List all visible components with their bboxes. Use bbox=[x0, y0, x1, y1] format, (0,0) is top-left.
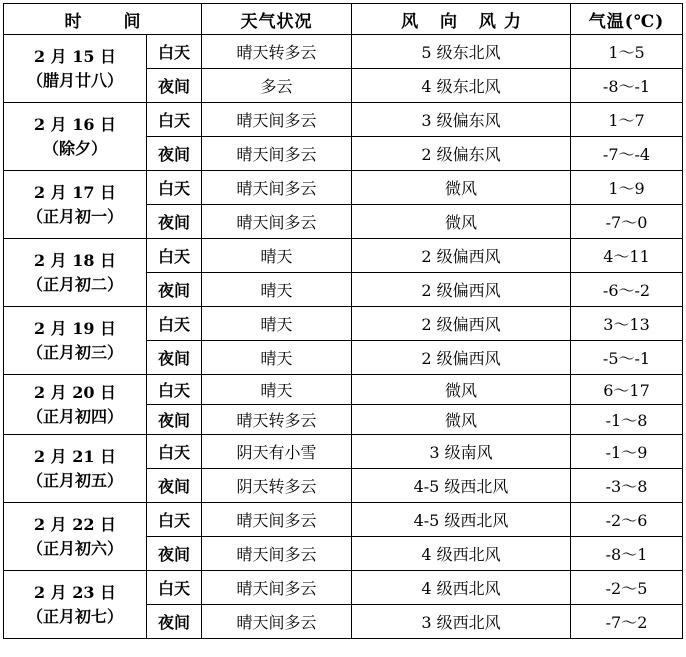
weather-condition: 晴天间多云 bbox=[202, 137, 352, 171]
date-cell bbox=[4, 503, 147, 571]
temperature-range: -7～2 bbox=[571, 605, 683, 639]
period-label: 白天 bbox=[147, 307, 202, 341]
lunar-date-label: （正月初一） bbox=[26, 206, 123, 226]
temperature-range: -1～8 bbox=[571, 405, 683, 435]
wind-info: 4 级西北风 bbox=[352, 537, 571, 571]
date-label: 2 月 19 日 bbox=[33, 318, 117, 338]
temperature-range: 1～7 bbox=[571, 103, 683, 137]
temperature-range: -2～6 bbox=[571, 503, 683, 537]
date-label: 2 月 15 日 bbox=[33, 46, 117, 66]
wind-info: 微风 bbox=[352, 375, 571, 405]
temperature-range: 6～17 bbox=[571, 375, 683, 405]
temperature-range: -7～-4 bbox=[571, 137, 683, 171]
date-label: 2 月 17 日 bbox=[33, 182, 117, 202]
weather-condition: 晴天 bbox=[202, 375, 352, 405]
temperature-range: -3～8 bbox=[571, 469, 683, 503]
wind-info: 2 级偏西风 bbox=[352, 307, 571, 341]
period-label: 白天 bbox=[147, 503, 202, 537]
wind-info: 微风 bbox=[352, 171, 571, 205]
temperature-range: -8～-1 bbox=[571, 69, 683, 103]
weather-condition: 晴天 bbox=[202, 273, 352, 307]
temperature-range: -5～-1 bbox=[571, 341, 683, 375]
lunar-date-label: （正月初六） bbox=[26, 538, 123, 558]
period-label: 白天 bbox=[147, 171, 202, 205]
period-label: 白天 bbox=[147, 239, 202, 273]
temperature-range: -8～1 bbox=[571, 537, 683, 571]
wind-info: 3 级西北风 bbox=[352, 605, 571, 639]
date-cell bbox=[4, 35, 147, 103]
forecast-row-day bbox=[4, 503, 683, 537]
period-label: 白天 bbox=[147, 435, 202, 469]
period-label: 夜间 bbox=[147, 273, 202, 307]
forecast-row-day bbox=[4, 435, 683, 469]
forecast-row-day bbox=[4, 239, 683, 273]
date-cell bbox=[4, 103, 147, 171]
period-label: 夜间 bbox=[147, 605, 202, 639]
period-label: 夜间 bbox=[147, 341, 202, 375]
wind-info: 微风 bbox=[352, 205, 571, 239]
forecast-row-day bbox=[4, 307, 683, 341]
weather-condition: 晴天间多云 bbox=[202, 605, 352, 639]
header-temperature: 气温(℃) bbox=[571, 4, 683, 35]
weather-forecast-table bbox=[3, 3, 683, 639]
weather-condition: 晴天 bbox=[202, 341, 352, 375]
period-label: 夜间 bbox=[147, 137, 202, 171]
forecast-row-day bbox=[4, 103, 683, 137]
date-cell bbox=[4, 435, 147, 503]
wind-info: 4-5 级西北风 bbox=[352, 469, 571, 503]
weather-condition: 晴天间多云 bbox=[202, 571, 352, 605]
temperature-range: 4～11 bbox=[571, 239, 683, 273]
forecast-row-day bbox=[4, 571, 683, 605]
temperature-range: 3～13 bbox=[571, 307, 683, 341]
period-label: 夜间 bbox=[147, 537, 202, 571]
weather-condition: 晴天间多云 bbox=[202, 103, 352, 137]
period-label: 夜间 bbox=[147, 69, 202, 103]
wind-info: 5 级东北风 bbox=[352, 35, 571, 69]
date-label: 2 月 23 日 bbox=[33, 582, 117, 602]
wind-info: 2 级偏西风 bbox=[352, 341, 571, 375]
header-wind: 风 向 风力 bbox=[352, 4, 571, 35]
weather-condition: 晴天间多云 bbox=[202, 171, 352, 205]
temperature-range: 1～9 bbox=[571, 171, 683, 205]
period-label: 白天 bbox=[147, 375, 202, 405]
weather-condition: 晴天转多云 bbox=[202, 35, 352, 69]
weather-condition: 晴天 bbox=[202, 239, 352, 273]
weather-condition: 阴天转多云 bbox=[202, 469, 352, 503]
temperature-range: -2～5 bbox=[571, 571, 683, 605]
period-label: 白天 bbox=[147, 35, 202, 69]
weather-condition: 晴天转多云 bbox=[202, 405, 352, 435]
wind-info: 4-5 级西北风 bbox=[352, 503, 571, 537]
wind-info: 4 级西北风 bbox=[352, 571, 571, 605]
period-label: 夜间 bbox=[147, 205, 202, 239]
date-label: 2 月 18 日 bbox=[33, 250, 117, 270]
lunar-date-label: （正月初四） bbox=[26, 406, 123, 426]
date-cell bbox=[4, 375, 147, 435]
date-cell bbox=[4, 307, 147, 375]
lunar-date-label: （正月初二） bbox=[26, 274, 123, 294]
period-label: 夜间 bbox=[147, 405, 202, 435]
date-label: 2 月 22 日 bbox=[33, 514, 117, 534]
weather-condition: 晴天 bbox=[202, 307, 352, 341]
forecast-body bbox=[4, 35, 683, 639]
weather-condition: 阴天有小雪 bbox=[202, 435, 352, 469]
lunar-date-label: （正月初五） bbox=[26, 470, 123, 490]
weather-condition: 晴天间多云 bbox=[202, 503, 352, 537]
forecast-row-day bbox=[4, 35, 683, 69]
date-label: 2 月 21 日 bbox=[33, 446, 117, 466]
header-weather: 天气状况 bbox=[202, 4, 352, 35]
wind-info: 微风 bbox=[352, 405, 571, 435]
period-label: 白天 bbox=[147, 571, 202, 605]
temperature-range: -7～0 bbox=[571, 205, 683, 239]
lunar-date-label: （正月初七） bbox=[26, 606, 123, 626]
period-label: 夜间 bbox=[147, 469, 202, 503]
forecast-row-day bbox=[4, 375, 683, 405]
temperature-range: -6～-2 bbox=[571, 273, 683, 307]
header-time: 时 间 bbox=[4, 4, 202, 35]
weather-condition: 晴天间多云 bbox=[202, 205, 352, 239]
weather-condition: 多云 bbox=[202, 69, 352, 103]
wind-info: 2 级偏东风 bbox=[352, 137, 571, 171]
lunar-date-label: （除夕） bbox=[42, 138, 107, 158]
wind-info: 4 级东北风 bbox=[352, 69, 571, 103]
temperature-range: 1～5 bbox=[571, 35, 683, 69]
temperature-range: -1～9 bbox=[571, 435, 683, 469]
date-cell bbox=[4, 171, 147, 239]
forecast-row-day bbox=[4, 171, 683, 205]
date-cell bbox=[4, 239, 147, 307]
date-label: 2 月 20 日 bbox=[33, 382, 117, 402]
lunar-date-label: （正月初三） bbox=[26, 342, 123, 362]
wind-info: 2 级偏西风 bbox=[352, 239, 571, 273]
date-cell bbox=[4, 571, 147, 639]
weather-condition: 晴天间多云 bbox=[202, 537, 352, 571]
wind-info: 3 级偏东风 bbox=[352, 103, 571, 137]
lunar-date-label: （腊月廿八） bbox=[26, 70, 123, 90]
period-label: 白天 bbox=[147, 103, 202, 137]
header-row bbox=[4, 4, 683, 35]
date-label: 2 月 16 日 bbox=[33, 114, 117, 134]
wind-info: 3 级南风 bbox=[352, 435, 571, 469]
wind-info: 2 级偏西风 bbox=[352, 273, 571, 307]
